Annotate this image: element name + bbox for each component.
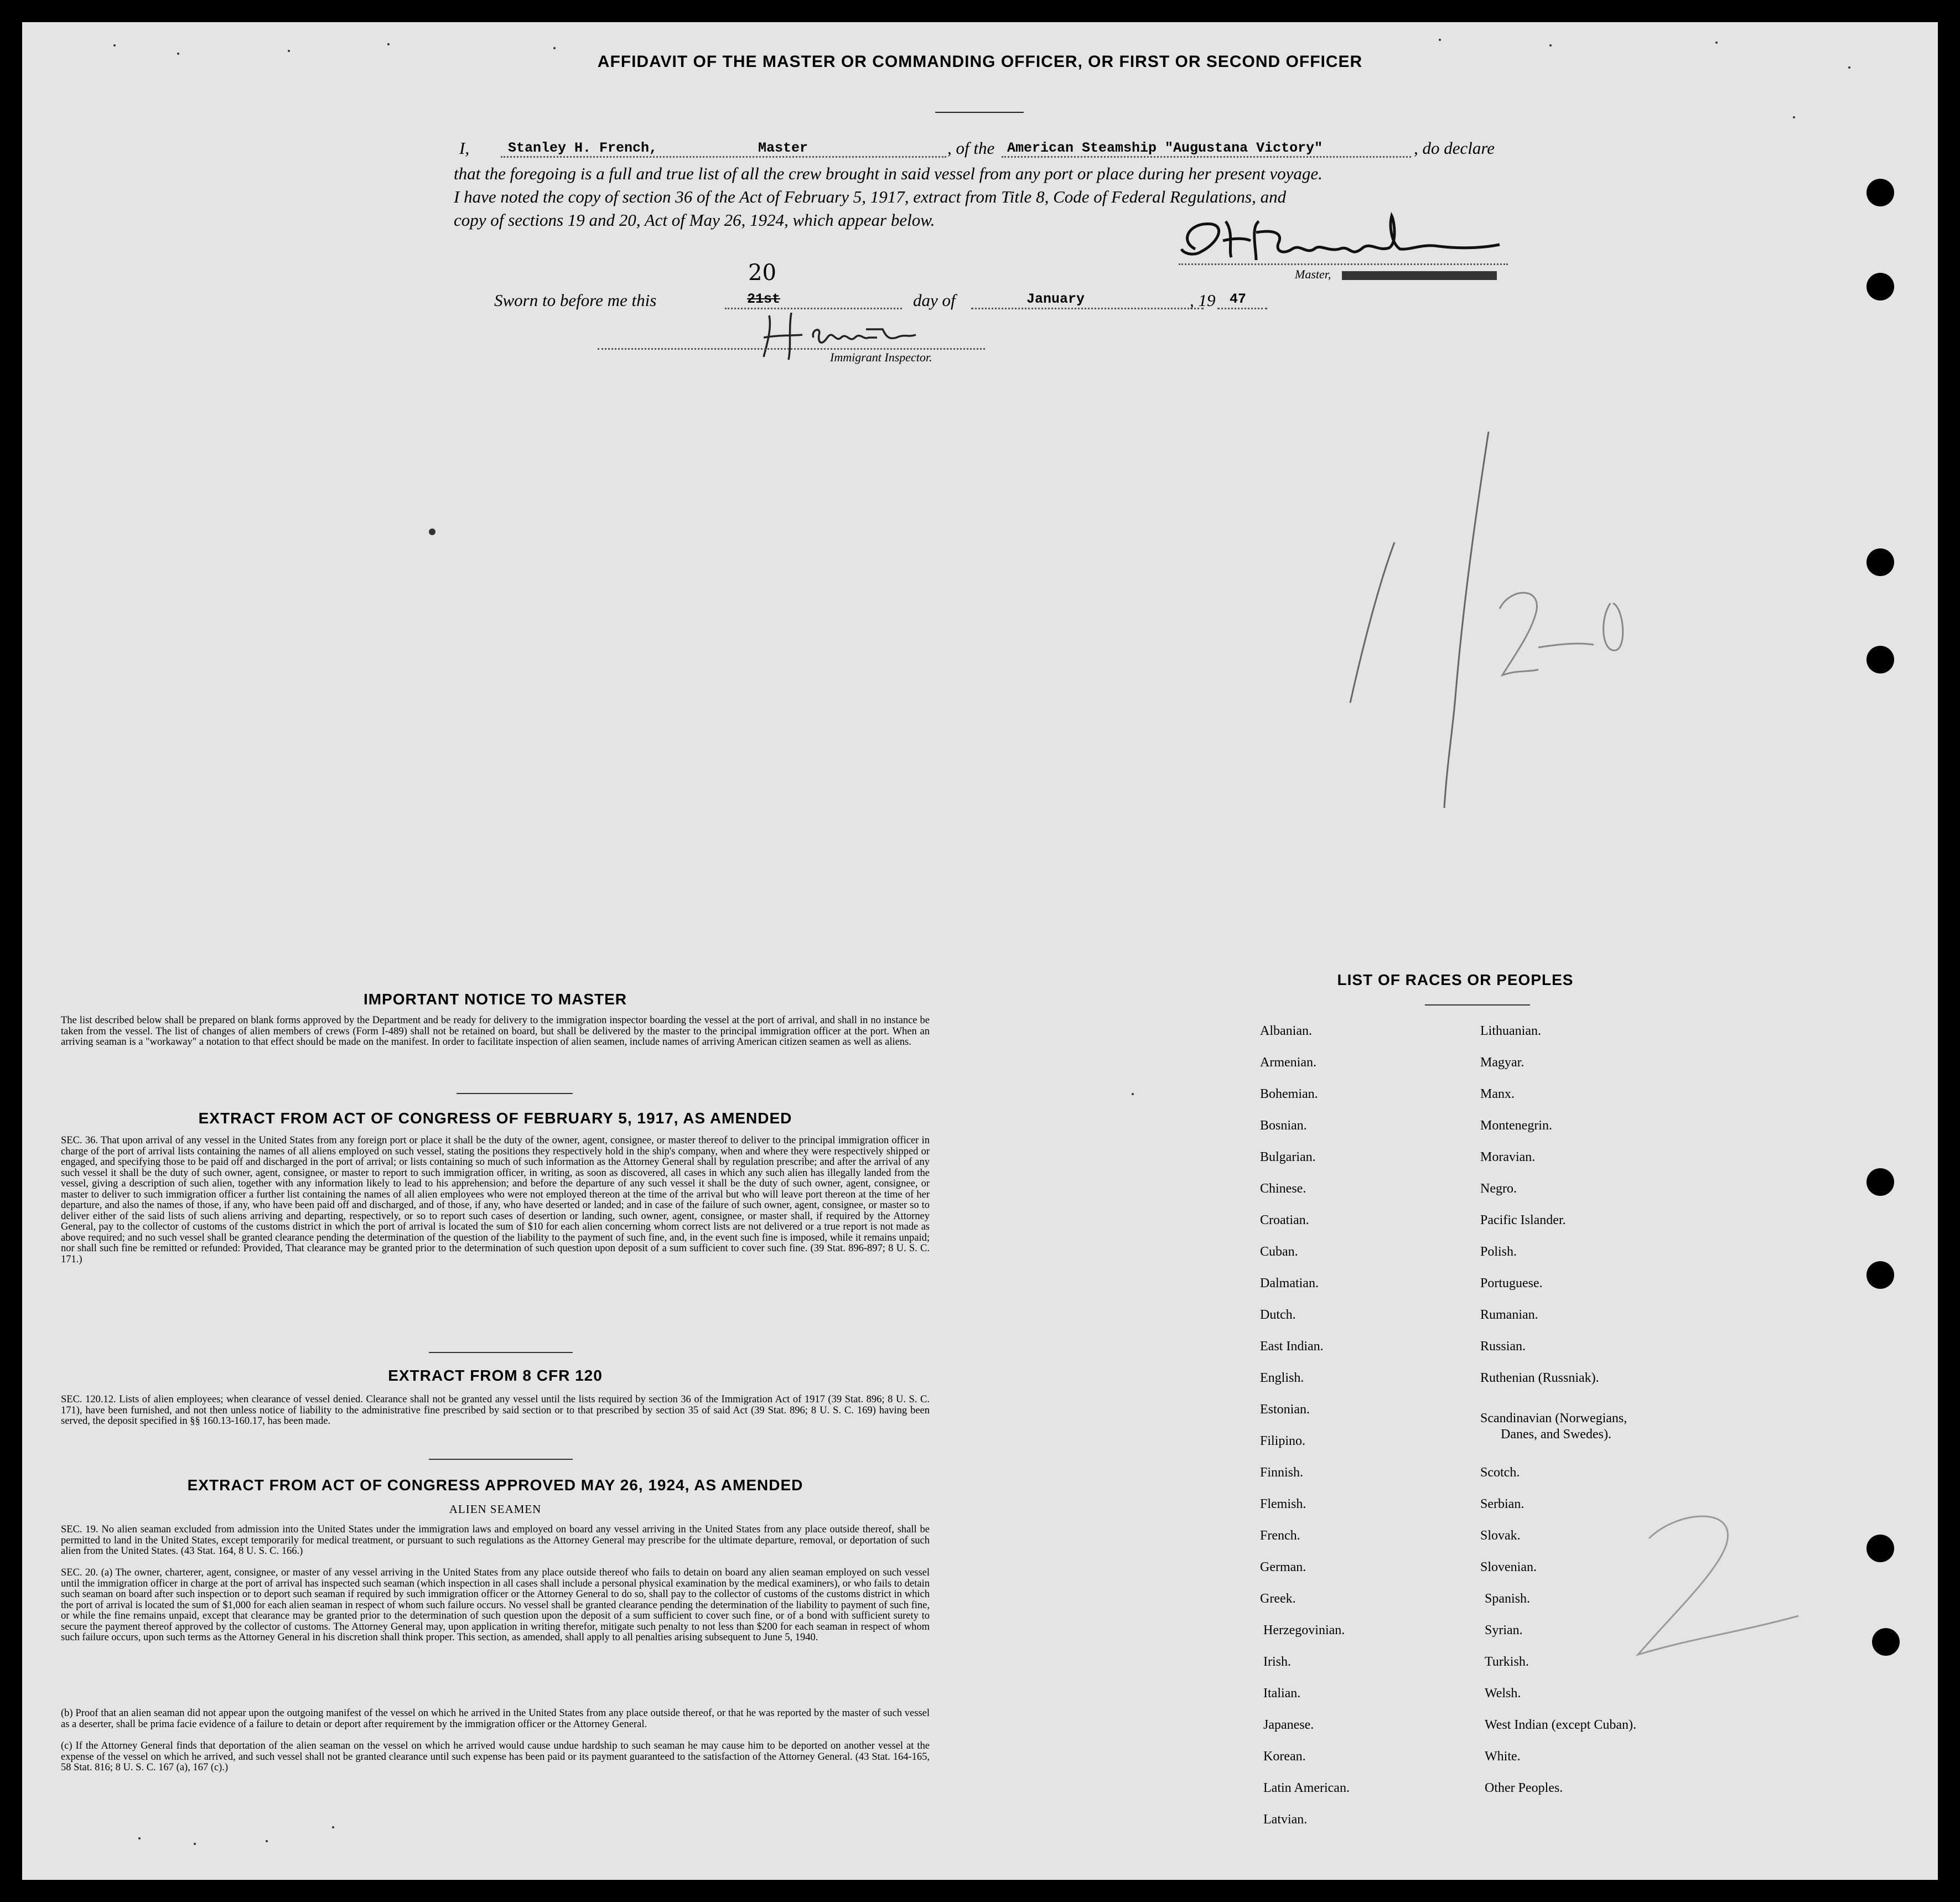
race-item: Albanian.	[1260, 1024, 1312, 1038]
speck	[288, 50, 290, 52]
extract-8cfr-title: EXTRACT FROM 8 CFR 120	[388, 1367, 603, 1384]
sworn-text: Sworn to before me this	[494, 291, 657, 310]
section-divider	[429, 1352, 573, 1353]
race-item: Lithuanian.	[1480, 1024, 1541, 1038]
name-line	[501, 156, 946, 158]
punch-hole	[1866, 1261, 1894, 1289]
section-divider	[457, 1093, 573, 1094]
race-item: Danes, and Swedes).	[1501, 1427, 1611, 1442]
month-line	[971, 308, 1204, 309]
extract-1924-sec20b: (b) Proof that an alien seaman did not appear upon the outgoing manifest of the vessel on which he arrived in the United States from any place outside thereof, or that he was reported by the master of such vessel as a deserter, shall be prima facie evidence of a failure to detain or deport after requirement by the immigration officer or the Attorney General.	[61, 1708, 930, 1730]
extract-1924-sec19: SEC. 19. No alien seaman excluded from admission into the United States under the immigration laws and employed on board any vessel arriving in the United States from any place outside thereof, shall be permitted to land in the United States, except temporarily for medical treatment, or pursuant to such regulations as the Attorney General may prescribe for the ultimate departure, removal, or deportation of such alien from the United States. (43 Stat. 164, 8 U. S. C. 166.)	[61, 1524, 930, 1557]
race-item: Japanese.	[1263, 1718, 1314, 1732]
race-item: Dutch.	[1260, 1308, 1296, 1322]
race-item: Latin American.	[1263, 1781, 1350, 1795]
speck	[1793, 116, 1795, 118]
extract-1924-subtitle: ALIEN SEAMEN	[449, 1502, 542, 1516]
race-item: Slovak.	[1480, 1528, 1521, 1543]
race-item: Filipino.	[1260, 1434, 1306, 1448]
extract-1924-sec20c: (c) If the Attorney General finds that deportation of the alien seaman on the vessel on which he arrived would cause undue hardship to such seaman he may cause him to be deported on another vessel at the expense of the vessel on which he arrived, and such vessel shall not be granted clearance until such expense has been paid or its payment guaranteed to the satisfaction of the Attorney General. (43 Stat. 164-165, 58 Stat. 816; 8 U. S. C. 167 (a), 167 (c).)	[61, 1740, 930, 1773]
month-field: January	[1026, 291, 1085, 307]
race-item: Scandinavian (Norwegians,	[1480, 1411, 1627, 1426]
speck	[429, 528, 435, 535]
affidavit-i: I,	[459, 138, 470, 158]
extract-1917-text: SEC. 36. That upon arrival of any vessel in the United States from any foreign port or place it shall be the duty of the owner, agent, consignee, or master thereof to deliver to the principal immigration officer in charge of the port of arrival lists containing the names of all aliens employed on such vessel, stating the positions they respectively hold in the ship's company, when and where they were respectively shipped or engaged, and specifying those to be paid off and discharged in the port of arrival; or lists containing so much of such information as the Attorney General shall by regulation prescribe; and after the arrival of any such vessel it shall be the duty of such owner, agent, consignee, or master to report to such immigration officer, in writing, as soon as discovered, all cases in which any such alien has illegally landed from the vessel, giving a description of such alien, together with any information likely to lead to his apprehension; and before the departure of any such vessel it shall be the duty of such owner, agent, consignee, or master to deliver to such immigration officer a further list containing the names of all alien employees who were not employed thereon at the time of the arrival but who will leave port thereon at the time of her departure, and also the names of those, if any, who have been paid off and discharged, and of those, if any, who have deserted or landed; and in case of the failure of such owner, agent, consignee, or master so to deliver either of the said lists of such aliens arriving and departing, respectively, or so to report such cases of desertion or landing, such owner, agent, consignee, or master shall, if required by the Attorney General, pay to the collector of customs of the customs district in which the port of arrival is located the sum of $10 for each alien concerning whom correct lists are not delivered or a true report is not made as above required; and no such vessel shall be granted clearance pending the determination of the question of the liability to the payment of such fine, and, in the event such fine is imposed, while it remains unpaid; nor shall such fine be remitted or refunded: Provided, That clearance may be granted prior to the determination of such question upon deposit of a sum sufficient to cover such fine. (39 Stat. 896-897; 8 U. S. C. 171.)	[61, 1135, 930, 1265]
race-item: Rumanian.	[1480, 1308, 1538, 1322]
race-item: Portuguese.	[1480, 1276, 1543, 1291]
race-item: Turkish.	[1485, 1655, 1529, 1669]
pencil-page-note	[1627, 1505, 1815, 1666]
speck	[332, 1826, 334, 1828]
notice-text: The list described below shall be prepared on blank forms approved by the Department and be ready for delivery to the immigration inspector boarding the vessel at the port of arrival, and shall in no instance be taken from the vessel. The list of changes of alien members of crews (Form I-489) shall not be retained on board, but shall be delivered by the master to the principal immigration officer at the port. When an arriving seaman is a "workaway" a notation to that effect should be made on the manifest. In order to facilitate inspection of alien seamen, include names of arriving American citizen seamen as well as aliens.	[61, 1015, 930, 1048]
race-item: Magyar.	[1480, 1055, 1525, 1070]
affidavit-title: AFFIDAVIT OF THE MASTER OR COMMANDING OFFICER, OR FIRST OR SECOND OFFICER	[597, 53, 1363, 71]
race-item: Cuban.	[1260, 1245, 1298, 1259]
day-line	[725, 308, 902, 309]
punch-hole	[1866, 548, 1894, 576]
master-label: Master,	[1295, 267, 1331, 281]
extract-1924-sec20a: SEC. 20. (a) The owner, charterer, agent, consignee, or master of any vessel arriving in the United States from any place outside thereof who fails to detain on board any alien seaman employed on such vessel until the immigration officer in charge at the port of arrival has inspected such seaman (which inspection in all cases shall include a personal physical examination by the medical examiners), or who fails to detain such seaman on board after such inspection or to deport such seaman if required by such immigration officer or the Attorney General to do so, shall pay to the collector of customs of the customs district in which the port of arrival is located the sum of $1,000 for each alien seaman in respect of whom such failure occurs. No vessel shall be granted clearance pending the determination of the liability to payment of such fine, or while the fine remains unpaid, except that clearance may be granted prior to the determination of such question upon the deposit of a sum sufficient to cover such fine, or of a bond with sufficient surety to secure the payment thereof approved by the collector of customs. The Attorney General may, upon application in writing therefor, mitigate such penalty to not less than $200 for each seaman in respect of whom such failure occurs, upon such terms as the Attorney General in his discretion shall think proper. This section, as amended, shall apply to all penalties arising subsequent to June 5, 1940.	[61, 1567, 930, 1643]
race-item: Scotch.	[1480, 1465, 1520, 1480]
day-of-text: day of	[913, 291, 956, 310]
handwritten-day: 20	[748, 260, 776, 286]
race-item: Chinese.	[1260, 1181, 1306, 1196]
typed-day: 21st	[747, 291, 781, 307]
title-divider	[935, 112, 1024, 113]
speck	[1549, 44, 1552, 46]
race-item: Estonian.	[1260, 1402, 1310, 1417]
race-item: Slovenian.	[1480, 1560, 1537, 1574]
race-item: Ruthenian (Russniak).	[1480, 1371, 1599, 1385]
race-item: Bosnian.	[1260, 1118, 1307, 1133]
of-the-text: , of the	[947, 138, 995, 158]
year-line	[1217, 308, 1267, 309]
punch-hole	[1866, 1535, 1894, 1562]
race-item: Bulgarian.	[1260, 1150, 1316, 1164]
inspector-line	[598, 348, 985, 350]
punch-hole	[1866, 646, 1894, 673]
speck	[194, 1843, 196, 1845]
race-item: Irish.	[1263, 1655, 1291, 1669]
speck	[1132, 1093, 1134, 1095]
speck	[177, 53, 179, 55]
race-item: Moravian.	[1480, 1150, 1536, 1164]
race-item: Greek.	[1260, 1592, 1296, 1606]
race-item: Other Peoples.	[1485, 1781, 1563, 1795]
race-item: Welsh.	[1485, 1686, 1521, 1701]
extract-1917-title: EXTRACT FROM ACT OF CONGRESS OF FEBRUARY 5, 1917, AS AMENDED	[198, 1110, 792, 1127]
race-item: Montenegrin.	[1480, 1118, 1552, 1133]
struck-out-text	[1342, 271, 1497, 280]
speck	[138, 1837, 141, 1839]
section-divider	[429, 1459, 573, 1460]
vessel-name: American Steamship "Augustana Victory"	[1007, 140, 1323, 156]
race-item: Spanish.	[1485, 1592, 1531, 1606]
vessel-line	[1002, 156, 1411, 158]
punch-hole	[1872, 1628, 1900, 1656]
race-item: Korean.	[1263, 1749, 1306, 1764]
year-suffix: 47	[1230, 291, 1247, 307]
race-item: Polish.	[1480, 1245, 1517, 1259]
speck	[553, 47, 556, 49]
race-item: German.	[1260, 1560, 1306, 1574]
inspector-label: Immigrant Inspector.	[830, 350, 932, 364]
races-title: LIST OF RACES OR PEOPLES	[1337, 971, 1574, 988]
punch-hole	[1866, 179, 1894, 206]
race-item: Finnish.	[1260, 1465, 1304, 1480]
race-item: French.	[1260, 1528, 1300, 1543]
do-declare-text: , do declare	[1414, 138, 1495, 158]
extract-1924-title: EXTRACT FROM ACT OF CONGRESS APPROVED MAY 26, 1924, AS AMENDED	[187, 1476, 803, 1494]
speck	[1439, 39, 1441, 41]
master-name: Stanley H. French,	[508, 140, 658, 156]
race-item: Flemish.	[1260, 1497, 1306, 1511]
race-item: Manx.	[1480, 1087, 1515, 1101]
race-item: Negro.	[1480, 1181, 1517, 1196]
pencil-date-note	[1328, 421, 1671, 808]
speck	[113, 44, 116, 46]
master-rank: Master	[758, 140, 808, 156]
race-item: Armenian.	[1260, 1055, 1316, 1070]
race-item: Pacific Islander.	[1480, 1213, 1566, 1227]
race-item: Latvian.	[1263, 1812, 1308, 1827]
race-item: East Indian.	[1260, 1339, 1324, 1354]
race-item: Croatian.	[1260, 1213, 1309, 1227]
punch-hole	[1866, 1168, 1894, 1196]
race-item: White.	[1485, 1749, 1521, 1764]
race-item: West Indian (except Cuban).	[1485, 1718, 1636, 1732]
affidavit-line-3: I have noted the copy of section 36 of the Act of February 5, 1917, extract from Title 8, Code of Federal Regulations, and	[454, 187, 1287, 206]
race-item: Dalmatian.	[1260, 1276, 1319, 1291]
speck	[266, 1840, 268, 1842]
race-item: Serbian.	[1480, 1497, 1525, 1511]
signature-line	[1179, 263, 1508, 265]
year-prefix: , 19	[1190, 291, 1216, 310]
affidavit-line-4: copy of sections 19 and 20, Act of May 26, 1924, which appear below.	[454, 210, 935, 230]
race-item: Bohemian.	[1260, 1087, 1318, 1101]
race-item: Russian.	[1480, 1339, 1526, 1354]
race-item: Herzegovinian.	[1263, 1623, 1345, 1637]
extract-8cfr-text: SEC. 120.12. Lists of alien employees; when clearance of vessel denied. Clearance shall not be granted any vessel until the lists required by section 36 of the Immigration Act of 1917 (39 Stat. 896; 8 U. S. C. 171), have been furnished, and not then unless notice of liability to the administrative fine prescribed by said section or to that prescribed by section 35 of said Act (39 Stat. 896; 8 U. S. C. 169) having been served, the deposit specified in §§ 160.13-160.17, has been made.	[61, 1394, 930, 1427]
notice-title: IMPORTANT NOTICE TO MASTER	[363, 991, 628, 1008]
races-divider	[1425, 1004, 1530, 1006]
speck	[1715, 42, 1718, 44]
race-item: Italian.	[1263, 1686, 1301, 1701]
affidavit-line-2: that the foregoing is a full and true list of all the crew brought in said vessel from any port or place during her present voyage.	[454, 164, 1323, 183]
race-item: Syrian.	[1485, 1623, 1523, 1637]
speck	[1848, 66, 1850, 69]
speck	[387, 43, 390, 45]
punch-hole	[1866, 273, 1894, 300]
race-item: English.	[1260, 1371, 1304, 1385]
